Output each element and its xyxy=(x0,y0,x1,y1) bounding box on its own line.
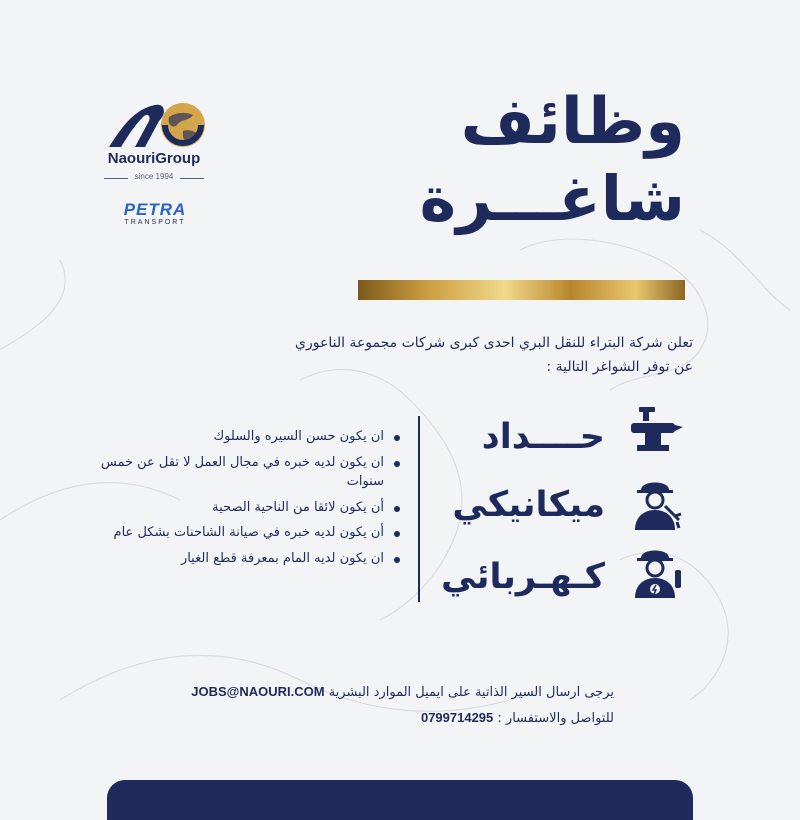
bottom-navy-bar xyxy=(107,780,693,820)
phone-number[interactable]: 0799714295 xyxy=(420,710,494,725)
naouri-group-logo-icon xyxy=(105,95,215,155)
logo-brand-text: NaouriGroup xyxy=(107,150,201,167)
electrician-worker-icon xyxy=(625,544,685,600)
requirement-item: ان يكون لديه المام بمعرفة قطع الغيار xyxy=(100,550,400,569)
inquiry-line xyxy=(421,710,614,726)
job-title-electrician: كـهـربائي xyxy=(441,557,605,597)
mechanic-worker-icon xyxy=(625,476,685,532)
requirement-item: أن يكون لائقا من الناحية الصحية xyxy=(100,499,400,518)
requirement-item: أن يكون لديه خبره في صيانة الشاحنات بشكل عام xyxy=(100,524,400,543)
apply-text: يرجى ارسال السير الذاتية على ايميل الموارد البشرية xyxy=(328,685,614,700)
intro-line-1: تعلن شركة البتراء للنقل البري احدى كبرى شركات مجموعة الناعوري xyxy=(295,335,693,351)
petra-logo-text: PETRA xyxy=(123,200,187,219)
inquiry-text: للتواصل والاستفسار : xyxy=(497,711,614,726)
intro-line-2: عن توفر الشواغر التالية : xyxy=(546,359,693,375)
gold-accent-bar xyxy=(358,280,685,300)
email-link[interactable]: JOBS@NAOURI.COM xyxy=(191,684,325,699)
job-title-mechanic: ميكانيكي xyxy=(452,485,605,525)
title-line-1: وظائف xyxy=(460,85,685,159)
job-title-blacksmith: حــــداد xyxy=(481,417,605,457)
petra-caption: TRANSPORT xyxy=(124,219,186,226)
requirement-item: ان يكون لديه خبره في مجال العمل لا تقل عن خمس سنوات xyxy=(100,454,400,492)
logo-since-text: since 1994 xyxy=(134,172,174,181)
requirements-list xyxy=(100,428,400,576)
blacksmith-anvil-icon xyxy=(625,405,685,461)
title-line-2: شاغـــرة xyxy=(419,162,685,235)
apply-instruction xyxy=(191,684,614,700)
requirement-item: ان يكون حسن السيره والسلوك xyxy=(100,428,400,447)
vertical-divider xyxy=(418,416,420,602)
